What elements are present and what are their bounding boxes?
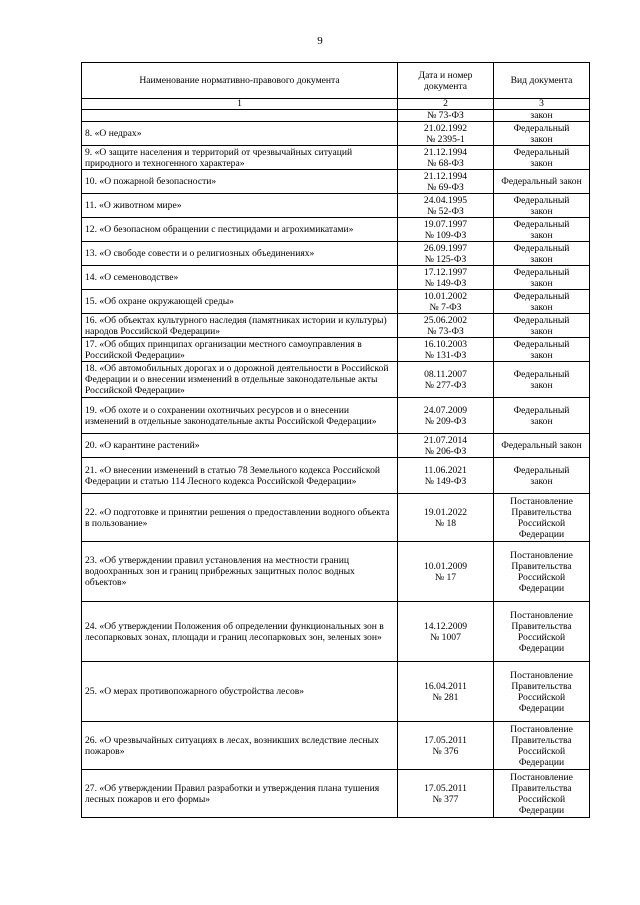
document-name: 19. «Об охоте и о сохранении охотничьих ресурсов и о внесении изменений в отдельные законодательные акты Российской Федерации»: [82, 398, 398, 434]
cell-line: № 68-ФЗ: [427, 157, 464, 169]
table-row: [82, 434, 590, 458]
document-name: 15. «Об охране окружающей среды»: [82, 290, 398, 314]
cell-line: Федерации: [518, 582, 565, 594]
document-kind: [494, 194, 590, 218]
document-date-number: [398, 218, 494, 242]
cell-line: Постановление: [510, 495, 573, 507]
document-name: 14. «О семеноводстве»: [82, 266, 398, 290]
document-kind: [494, 146, 590, 170]
header-document-name: Наименование нормативно-правового документа: [82, 63, 398, 99]
cell-line: Российской: [517, 691, 566, 703]
table-row: [82, 242, 590, 266]
document-date-number: [398, 146, 494, 170]
cell-line: 21.12.1994: [423, 170, 468, 182]
document-date-number: [398, 290, 494, 314]
document-name: 20. «О карантине растений»: [82, 434, 398, 458]
document-date-number: [398, 314, 494, 338]
table-row: [82, 170, 590, 194]
cell-line: № 109-ФЗ: [424, 229, 467, 241]
cell-line: 17.05.2011: [424, 734, 467, 746]
document-kind: [494, 458, 590, 494]
cell-line: 24.04.1995: [423, 194, 468, 206]
table-row: [82, 362, 590, 398]
document-name: 27. «Об утверждении Правил разработки и утверждения плана тушения лесных пожаров и его формы»: [82, 770, 398, 818]
documents-table: [81, 62, 590, 818]
cell-line: 17.05.2011: [424, 782, 467, 794]
document-name: 26. «О чрезвычайных ситуациях в лесах, возникших вследствие лесных пожаров»: [82, 722, 398, 770]
document-kind: [494, 494, 590, 542]
document-kind: [494, 542, 590, 602]
cell-line: 21.07.2014: [423, 434, 468, 446]
document-kind: [494, 362, 590, 398]
cell-line: 16.04.2011: [424, 680, 467, 692]
cell-line: № 2395-1: [426, 133, 465, 145]
document-date-number: № 73-ФЗ: [398, 110, 494, 122]
document-kind: [494, 770, 590, 818]
cell-line: закон: [530, 253, 553, 265]
document-kind: [494, 218, 590, 242]
cell-line: закон: [530, 205, 553, 217]
cell-line: № 277-ФЗ: [424, 379, 467, 391]
cell-line: закон: [530, 415, 553, 427]
table-row: [82, 542, 590, 602]
cell-line: 16.10.2003: [423, 338, 468, 350]
cell-line: № 1007: [430, 631, 461, 643]
cell-line: Федеральный: [513, 266, 570, 278]
cell-line: № 52-ФЗ: [427, 205, 464, 217]
document-name: 22. «О подготовке и принятии решения о предоставлении водного объекта в пользование»: [82, 494, 398, 542]
document-name: 21. «О внесении изменений в статью 78 Земельного кодекса Российской Федерации и статью 114 Лесного кодекса Российской Федерации»: [82, 458, 398, 494]
cell-line: Федеральный: [513, 146, 570, 158]
cell-line: 26.09.1997: [423, 242, 468, 254]
cell-line: Правительства: [511, 680, 572, 692]
column-number-2: 2: [398, 99, 494, 110]
document-date-number: [398, 542, 494, 602]
cell-line: закон: [530, 325, 553, 337]
cell-line: № 73-ФЗ: [427, 325, 464, 337]
cell-line: № 206-ФЗ: [424, 445, 467, 457]
document-date-number: [398, 242, 494, 266]
cell-line: Федерации: [518, 756, 565, 768]
document-date-number: [398, 662, 494, 722]
cell-line: Российской: [517, 571, 566, 583]
cell-line: № 149-ФЗ: [424, 277, 467, 289]
column-number-1: 1: [82, 99, 398, 110]
cell-line: Федерации: [518, 702, 565, 714]
cell-line: закон: [530, 157, 553, 169]
document-date-number: [398, 266, 494, 290]
table-header-row: [82, 63, 590, 99]
document-date-number: [398, 194, 494, 218]
cell-line: 19.07.1997: [423, 218, 468, 230]
document-name: 8. «О недрах»: [82, 122, 398, 146]
document-name: 18. «Об автомобильных дорогах и о дорожной деятельности в Российской Федерации и о внесении изменений в отдельные законодательные акты Российской Федерации»: [82, 362, 398, 398]
document-name: 13. «О свободе совести и о религиозных объединениях»: [82, 242, 398, 266]
cell-line: Постановление: [510, 723, 573, 735]
document-kind: [494, 722, 590, 770]
table-row: [82, 770, 590, 818]
cell-line: 10.01.2002: [423, 290, 468, 302]
cell-line: Правительства: [511, 782, 572, 794]
cell-line: 11.06.2021: [424, 464, 467, 476]
cell-line: Постановление: [510, 669, 573, 681]
document-kind: [494, 122, 590, 146]
cell-line: Федеральный: [513, 464, 570, 476]
cell-line: Российской: [517, 793, 566, 805]
cell-line: 24.07.2009: [423, 404, 468, 416]
table-row: [82, 146, 590, 170]
page-number: 9: [317, 35, 323, 47]
cell-line: № 376: [432, 745, 459, 757]
cell-line: № 209-ФЗ: [424, 415, 467, 427]
cell-line: 08.11.2007: [424, 368, 467, 380]
cell-line: Федеральный: [513, 404, 570, 416]
table-row: [82, 314, 590, 338]
cell-line: закон: [530, 475, 553, 487]
cell-line: Правительства: [511, 734, 572, 746]
cell-line: Постановление: [510, 609, 573, 621]
cell-line: Постановление: [510, 549, 573, 561]
table-row: [82, 290, 590, 314]
document-date-number: [398, 770, 494, 818]
document-name: 9. «О защите населения и территорий от чрезвычайных ситуаций природного и техногенного характера»: [82, 146, 398, 170]
cell-line: № 18: [434, 517, 457, 529]
cell-line: 14.12.2009: [423, 620, 468, 632]
table-row: [82, 398, 590, 434]
table-row: [82, 662, 590, 722]
header-date-number: Дата и номер документа: [398, 63, 494, 99]
cell-line: закон: [530, 379, 553, 391]
cell-line: закон: [530, 133, 553, 145]
document-date-number: [398, 434, 494, 458]
cell-line: Федеральный: [513, 314, 570, 326]
table-row: [82, 602, 590, 662]
cell-line: Правительства: [511, 506, 572, 518]
document-date-number: [398, 494, 494, 542]
document-kind: Федеральный закон: [494, 170, 590, 194]
document-date-number: [398, 170, 494, 194]
cell-line: Федеральный: [513, 338, 570, 350]
cell-line: Российской: [517, 517, 566, 529]
cell-line: закон: [530, 349, 553, 361]
cell-line: Федерации: [518, 804, 565, 816]
table-row: [82, 266, 590, 290]
document-date-number: [398, 338, 494, 362]
table-row: [82, 458, 590, 494]
table-row: [82, 218, 590, 242]
cell-line: Российской: [517, 631, 566, 643]
document-name: 17. «Об общих принципах организации местного самоуправления в Российской Федерации»: [82, 338, 398, 362]
cell-line: Правительства: [511, 620, 572, 632]
document-date-number: [398, 362, 494, 398]
document-kind: [494, 290, 590, 314]
cell-line: 21.02.1992: [423, 122, 468, 134]
document-name: 24. «Об утверждении Положения об определении функциональных зон в лесопарковых зонах, площади и границ лесопарковых зон, зеленых зон»: [82, 602, 398, 662]
document-name: [82, 110, 398, 122]
table-row: [82, 110, 590, 122]
header-document-kind: Вид документа: [494, 63, 590, 99]
cell-line: Федерации: [518, 642, 565, 654]
cell-line: закон: [530, 301, 553, 313]
document-name: 12. «О безопасном обращении с пестицидами и агрохимикатами»: [82, 218, 398, 242]
document-name: 25. «О мерах противопожарного обустройства лесов»: [82, 662, 398, 722]
cell-line: № 131-ФЗ: [424, 349, 467, 361]
cell-line: № 149-ФЗ: [424, 475, 467, 487]
cell-line: Правительства: [511, 560, 572, 572]
cell-line: № 125-ФЗ: [424, 253, 467, 265]
document-date-number: [398, 458, 494, 494]
document-date-number: [398, 722, 494, 770]
cell-line: 17.12.1997: [423, 266, 468, 278]
table-row: [82, 194, 590, 218]
document-name: 10. «О пожарной безопасности»: [82, 170, 398, 194]
cell-line: Постановление: [510, 771, 573, 783]
document-kind: [494, 242, 590, 266]
cell-line: Федеральный: [513, 218, 570, 230]
cell-line: № 377: [432, 793, 459, 805]
cell-line: Федеральный: [513, 290, 570, 302]
table-row: [82, 122, 590, 146]
cell-line: Российской: [517, 745, 566, 757]
document-kind: Федеральный закон: [494, 434, 590, 458]
cell-line: № 17: [434, 571, 457, 583]
document-kind: [494, 602, 590, 662]
document-date-number: [398, 398, 494, 434]
column-number-row: [82, 99, 590, 110]
document-date-number: [398, 122, 494, 146]
document-name: 11. «О животном мире»: [82, 194, 398, 218]
cell-line: 25.06.2002: [423, 314, 468, 326]
document-kind: [494, 266, 590, 290]
cell-line: закон: [530, 229, 553, 241]
cell-line: № 7-ФЗ: [429, 301, 462, 313]
cell-line: № 69-ФЗ: [427, 181, 464, 193]
cell-line: Федеральный: [513, 242, 570, 254]
cell-line: 10.01.2009: [423, 560, 468, 572]
document-name: 23. «Об утверждении правил установления на местности границ водоохранных зон и границ прибрежных защитных полос водных объектов»: [82, 542, 398, 602]
cell-line: 21.12.1994: [423, 146, 468, 158]
cell-line: закон: [530, 277, 553, 289]
table-row: [82, 338, 590, 362]
table-row: [82, 494, 590, 542]
document-kind: [494, 662, 590, 722]
cell-line: Федеральный: [513, 368, 570, 380]
cell-line: Федеральный: [513, 194, 570, 206]
cell-line: Федерации: [518, 528, 565, 540]
document-kind: [494, 338, 590, 362]
document-name: 16. «Об объектах культурного наследия (памятниках истории и культуры) народов Российской Федерации»: [82, 314, 398, 338]
document-date-number: [398, 602, 494, 662]
table-row: [82, 722, 590, 770]
cell-line: № 281: [432, 691, 459, 703]
column-number-3: 3: [494, 99, 590, 110]
document-kind: [494, 398, 590, 434]
document-kind: [494, 314, 590, 338]
document-kind: закон: [494, 110, 590, 122]
cell-line: 19.01.2022: [423, 506, 468, 518]
cell-line: Федеральный: [513, 122, 570, 134]
